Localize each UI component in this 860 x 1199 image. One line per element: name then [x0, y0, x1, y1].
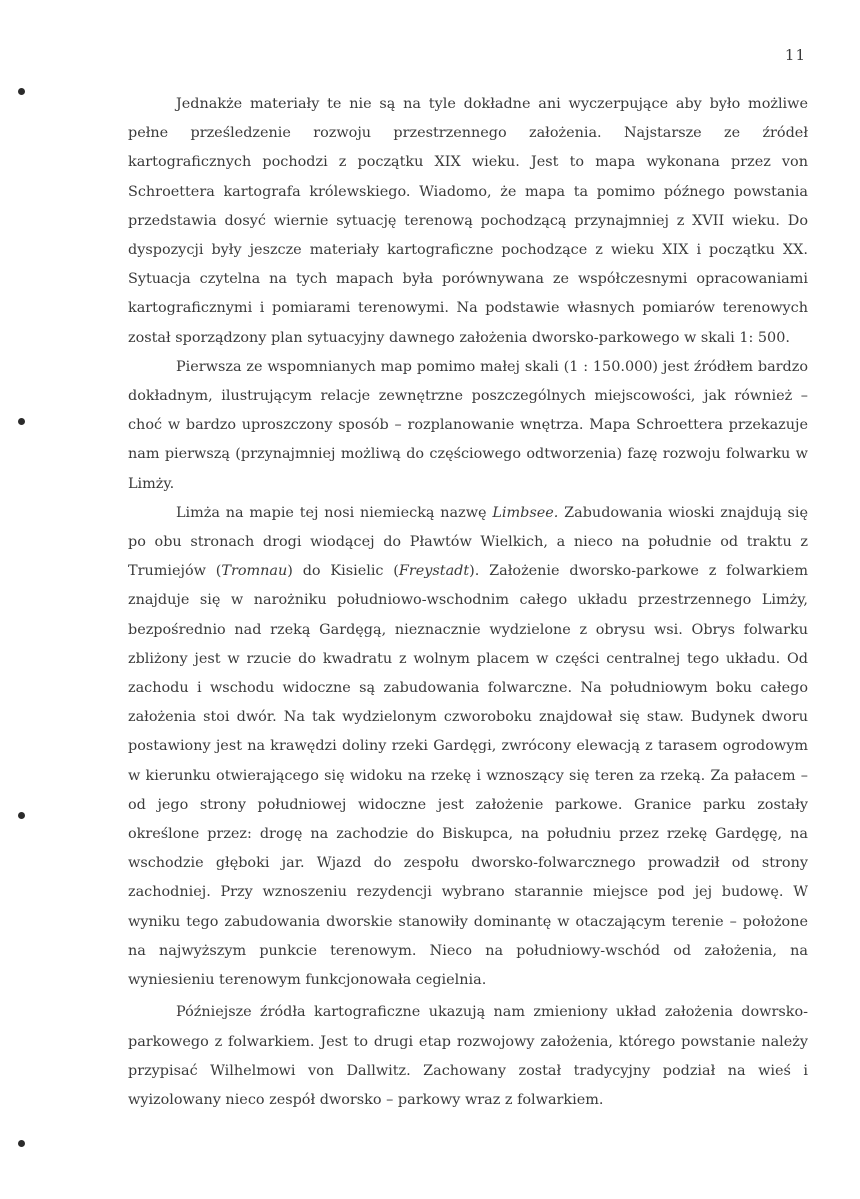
paragraph-3-text: ) do Kisielic ( [287, 563, 399, 580]
paragraph-3-text: Zabudowania wioski znajdują się po obu stronach drogi wiodącej do Pławtów Wielkich, a nieco na południe od traktu z Trumiejów ( [128, 504, 808, 580]
document-body [128, 90, 808, 1115]
place-name-freystadt: Freystadt [398, 563, 470, 580]
paragraph-3-text: ). Założenie dworsko-parkowe z folwarkiem znajduje się w narożniku południowo-wschodnim całego układu przestrzennego Limży, bezpośrednio nad rzeką Gardęgą, nieznacznie wydzielone z obrysu wsi. Obrys folwarku zbliżony jest w rzucie do kwadratu z wolnym placem w części centralnej tego układu. Od zachodu i wschodu widoczne są zabudowania folwarczne. Na południowym boku całego założenia stoi dwór. Na tak wydzielonym czworoboku znajdował się staw. Budynek dworu postawiony jest na krawędzi doliny rzeki Gardęgi, zwrócony elewacją z tarasem ogrodowym w kierunku otwierającego się widoku na rzekę i wznoszący się teren za rzeką. Za pałacem – od jego strony południowej widoczne jest założenie parkowe. Granice parku zostały określone przez: drogę na zachodzie do Biskupca, na południu przez rzekę Gardęgę, na wschodzie głęboki jar. Wjazd do zespołu dworsko-folwarcznego prowadził od strony zachodniej. Przy wznoszeniu rezydencji wybrano starannie miejsce pod jej budowę. W wyniku tego zabudowania dworskie stanowiły dominantę w otaczającym terenie – położone na najwyższym punkcie terenowym. Nieco na południowy-wschód od założenia, na wyniesieniu terenowym funkcjonowała cegielnia. [128, 563, 808, 989]
paragraph-1: Jednakże materiały te nie są na tyle dokładne ani wyczerpujące aby było możliwe pełne prześledzenie rozwoju przestrzennego założenia. Najstarsze ze źródeł kartograficznych pochodzi z początku XIX wieku. Jest to mapa wykonana przez von Schroettera kartografa królewskiego. Wiadomo, że mapa ta pomimo późnego powstania przedstawia dosyć wiernie sytuację terenową pochodzącą przynajmniej z XVII wieku. Do dyspozycji były jeszcze materiały kartograficzne pochodzące z wieku XIX i początku XX. Sytuacja czytelna na tych mapach była porównywana ze współczesnymi opracowaniami kartograficznymi i pomiarami terenowymi. Na podstawie własnych pomiarów terenowych został sporządzony plan sytuacyjny dawnego założenia dworsko-parkowego w skali 1: 500. [128, 96, 808, 346]
page-number: 11 [784, 46, 806, 64]
binding-hole-mark [18, 812, 25, 819]
binding-hole-mark [18, 1140, 25, 1147]
place-name-limbsee: Limbsee. [492, 504, 559, 521]
paragraph-3-text: Limża na mapie tej nosi niemiecką nazwę [176, 504, 493, 521]
paragraph-3 [128, 499, 808, 995]
place-name-tromnau: Tromnau [221, 563, 288, 580]
binding-hole-mark [18, 418, 25, 425]
binding-hole-mark [18, 88, 25, 95]
paragraph-2: Pierwsza ze wspomnianych map pomimo małej skali (1 : 150.000) jest źródłem bardzo dokładnym, ilustrującym relacje zewnętrzne poszczególnych miejscowości, jak również – choć w bardzo uproszczony sposób – rozplanowanie wnętrza. Mapa Schroettera przekazuje nam pierwszą (przynajmniej możliwą do częściowego odtworzenia) fazę rozwoju folwarku w Limży. [128, 358, 808, 492]
paragraph-4: Późniejsze źródła kartograficzne ukazują nam zmieniony układ założenia dowrsko-parkowego z folwarkiem. Jest to drugi etap rozwojowy założenia, którego powstanie należy przypisać Wilhelmowi von Dallwitz. Zachowany został tradycyjny podział na wieś i wyizolowany nieco zespół dworsko – parkowy wraz z folwarkiem. [128, 1004, 808, 1108]
